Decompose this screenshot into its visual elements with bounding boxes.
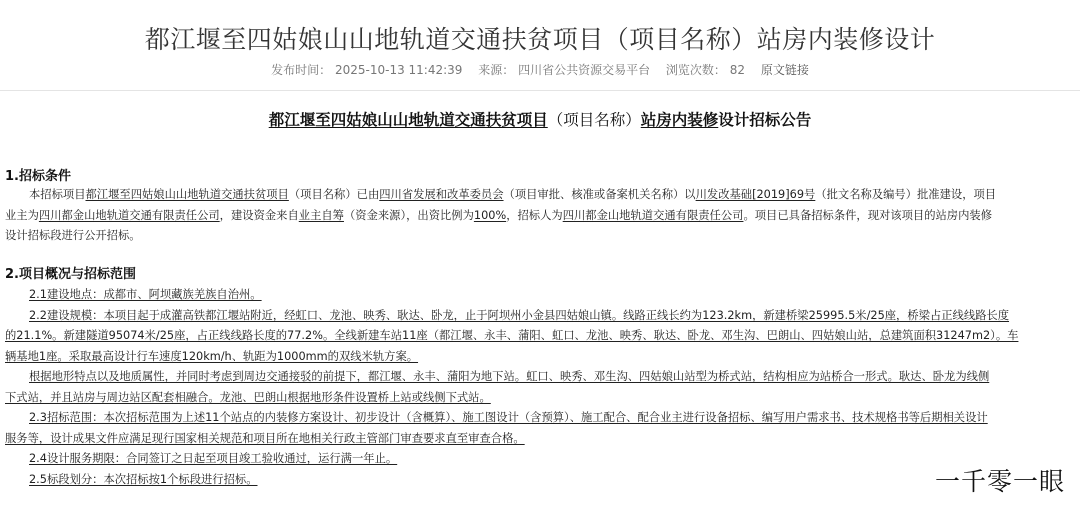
page-title: 都江堰至四姑娘山山地轨道交通扶贫项目（项目名称）站房内装修设计 <box>144 25 936 54</box>
section2-body <box>5 285 1067 490</box>
section2-2-line3: 辆基地1座。采取最高设计行车速度120km/h、轨距为1000mm的双线米轨方案。 <box>5 349 419 363</box>
section2-3-line2: 服务等，设计成果文件应满足现行国家相关规范和项目所在地相关行政主管部门审查要求直至审查合格。 <box>5 431 525 445</box>
section1-line1: 本招标项目都江堰至四姑娘山山地轨道交通扶贫项目（项目名称）已由四川省发展和改革委员会（项目审批、核准或备案机关名称）以川发改基础[2019]69号（批文名称及编号）批准建设，项目 <box>29 188 997 201</box>
notice-title-note: （项目名称） <box>547 111 641 129</box>
section2-2b-line2: 下式站，并且站房与周边站区配套相融合。龙池、巴朗山根据地形条件设置桥上站或线侧下式站。 <box>5 390 491 404</box>
watermark: 一千零一眼 <box>935 467 1066 496</box>
section2-heading: 2.项目概况与招标范围 <box>5 267 136 282</box>
section2-5: 2.5标段划分：本次招标按1个标段进行招标。 <box>29 472 258 486</box>
section1-line2: 业主为四川都金山地轨道交通有限责任公司，建设资金来自业主自筹（资金来源），出资比例为100%，招标人为四川都金山地轨道交通有限责任公司。项目已具备招标条件，现对该项目的站房内装修 <box>5 208 992 222</box>
view-count: 浏览次数： 82 <box>665 63 745 77</box>
section2-4: 2.4设计服务期限：合同签订之日起至项目竣工验收通过，运行满一年止。 <box>29 452 398 465</box>
notice-title-suffix: 设计招标公告 <box>718 111 812 129</box>
section2-1: 2.1建设地点：成都市、阿坝藏族羌族自治州。 <box>29 288 262 301</box>
section1-body <box>5 185 1067 247</box>
notice-title <box>0 108 1080 130</box>
section1-heading: 1.招标条件 <box>5 169 71 184</box>
source: 来源： 四川省公共资源交易平台 <box>478 63 651 77</box>
section2-3-line1: 2.3招标范围：本次招标范围为上述11个站点的内装修方案设计、初步设计（含概算）、施工图设计（含预算）、施工配合、配合业主进行设备招标、编写用户需求书、技术规格书等后期相关设计 <box>29 411 988 424</box>
original-link[interactable]: 原文链接 <box>760 63 809 77</box>
notice-title-project: 都江堰至四姑娘山山地轨道交通扶贫项目 <box>268 111 548 129</box>
notice-title-scope: 站房内装修 <box>640 111 719 129</box>
section2-2-line2: 的21.1%。新建隧道95074米/25座，占正线线路长度的77.2%。全线新建车站11座（都江堰、永丰、蒲阳、虹口、龙池、映秀、耿达、卧龙、邓生沟、巴朗山、四姑娘山站，总建筑面积31247m2）。车 <box>5 329 1019 342</box>
section2-2-line1: 2.2建设规模：本项目起于成灌高铁都江堰站附近，经虹口、龙池、映秀、耿达、卧龙，止于阿坝州小金县四姑娘山镇。线路正线长约为123.2km，新建桥梁25995.5米/25座，桥梁占正线线路长度 <box>29 308 1010 322</box>
header-divider <box>0 90 1080 91</box>
section1-line3: 设计招标段进行公开招标。 <box>5 229 141 242</box>
publish-time: 发布时间： 2025-10-13 11:42:39 <box>271 63 463 77</box>
article-meta <box>0 61 1080 78</box>
section2-2b-line1: 根据地形特点以及地质属性，并同时考虑到周边交通接驳的前提下，都江堰、永丰、蒲阳为地下站。虹口、映秀、邓生沟、四姑娘山站型为桥式站，结构相应为站桥合一形式。耿达、卧龙为线侧 <box>29 370 990 383</box>
